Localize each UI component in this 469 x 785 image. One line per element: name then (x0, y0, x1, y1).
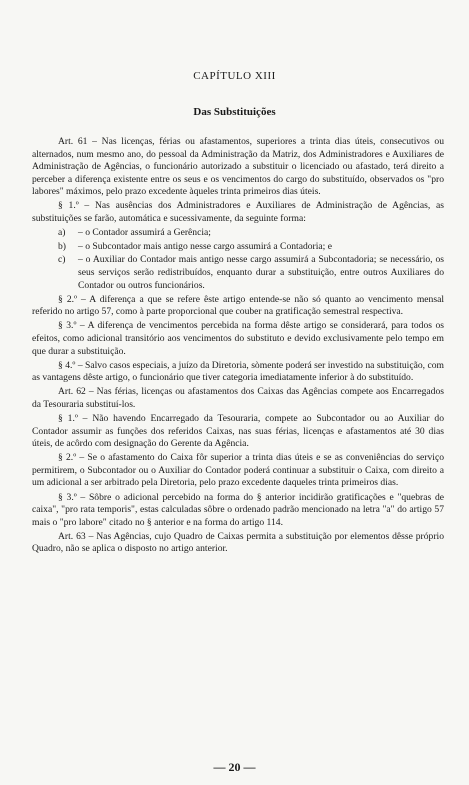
list-item-text: – o Subcontador mais antigo nesse cargo assumirá a Contadoria; e (78, 240, 332, 252)
list-item-text: – o Contador assumirá a Gerência; (78, 227, 211, 239)
paragraph-art-62-par-3: § 3.º – Sôbre o adicional percebido na forma do § anterior incidirão gratificações e "quebras de caixa", "pro rata temporis", estas calculadas sôbre o ordenado padrão mencionado na letra "a" do artigo 57 mais o "pro labore" citado no § anterior e na forma do artigo 114. (32, 491, 444, 528)
paragraph-art-61-par-1: § 1.º – Nas ausências dos Administradores e Auxiliares de Administração de Agências, as substituições se farão, automática e sucessivamente, da seguinte forma: (32, 200, 444, 225)
paragraph-art-63: Art. 63 – Nas Agências, cujo Quadro de Caixas permita a substituição por elementos dêsse próprio Quadro, não se aplica o disposto no artigo anterior. (32, 530, 444, 555)
paragraph-art-62-par-1: § 1.º – Não havendo Encarregado da Tesouraria, compete ao Subcontador ou ao Auxiliar do Contador assumir as funções dos referidos Caixas, nas suas férias, licenças e afastamentos até 30 dias úteis, de acôrdo com designação do Gerente da Agência. (32, 412, 444, 450)
paragraph-art-61-par-3: § 3.º – A diferença de vencimentos percebida na forma dêste artigo se considerará, para todos os efeitos, como adicional transitório aos vencimentos do substituto e devido exclusivamente pelo tempo em que durar a substituição. (32, 320, 444, 357)
chapter-heading: CAPÍTULO XIII (193, 70, 276, 82)
list-item-key: c) (58, 254, 66, 266)
list-item-text: – o Auxiliar do Contador mais antigo nesse cargo assumirá a Subcontadoria; se necessário, os seus serviços serão redistribuídos, enquanto durar a substituição, entre outros Auxiliares do Contador ou outros funcionários. (78, 254, 444, 291)
paragraph-art-61-par-2: § 2.º – A diferença a que se refere êste artigo entende-se não só quanto ao vencimento mensal referido no artigo 57, como à parte proporcional que couber na gratificação semestral respectiva. (32, 293, 444, 318)
substitution-list (32, 227, 444, 292)
list-item (32, 241, 444, 254)
document-body (32, 136, 444, 558)
paragraph-art-62: Art. 62 – Nas férias, licenças ou afastamentos dos Caixas das Agências compete aos Encarregados da Tesouraria substituí-los. (32, 386, 444, 410)
page-number: — 20 — (213, 760, 256, 774)
list-item-key: b) (58, 240, 66, 252)
paragraph-art-61: Art. 61 – Nas licenças, férias ou afastamentos, superiores a trinta dias úteis, consecutivos ou alternados, num mesmo ano, do pessoal da Administração da Matriz, dos Administradores e Auxiliares de Administração de Agências, o funcionário autorizado a substituir o licenciado ou afastado, terá direito a perceber a diferença existente entre os seus e os vencimentos do cargo do substituído, observados os "pro labores" máximos, pelo prazo excedente àqueles trinta primeiros dias úteis. (32, 136, 444, 198)
list-item (32, 254, 444, 292)
paragraph-art-62-par-2: § 2.º – Se o afastamento do Caixa fôr superior a trinta dias úteis e se as conveniências do serviço permitirem, o Subcontador ou o Auxiliar do Contador poderá continuar a substituir o Caixa, com direito a um adicional a ser arbitrado pela Diretoria, pelo prazo excedente daqueles trinta primeiros dias. (32, 452, 444, 489)
list-item-key: a) (58, 227, 66, 239)
paragraph-art-61-par-4: § 4.º – Salvo casos especiais, a juízo da Diretoria, sòmente poderá ser investido na substituição, com as vantagens dêste artigo, o funcionário que tiver categoria imediatamente inferior à do substituído. (32, 359, 444, 384)
section-title: Das Substituições (193, 106, 276, 118)
list-item (32, 227, 444, 240)
